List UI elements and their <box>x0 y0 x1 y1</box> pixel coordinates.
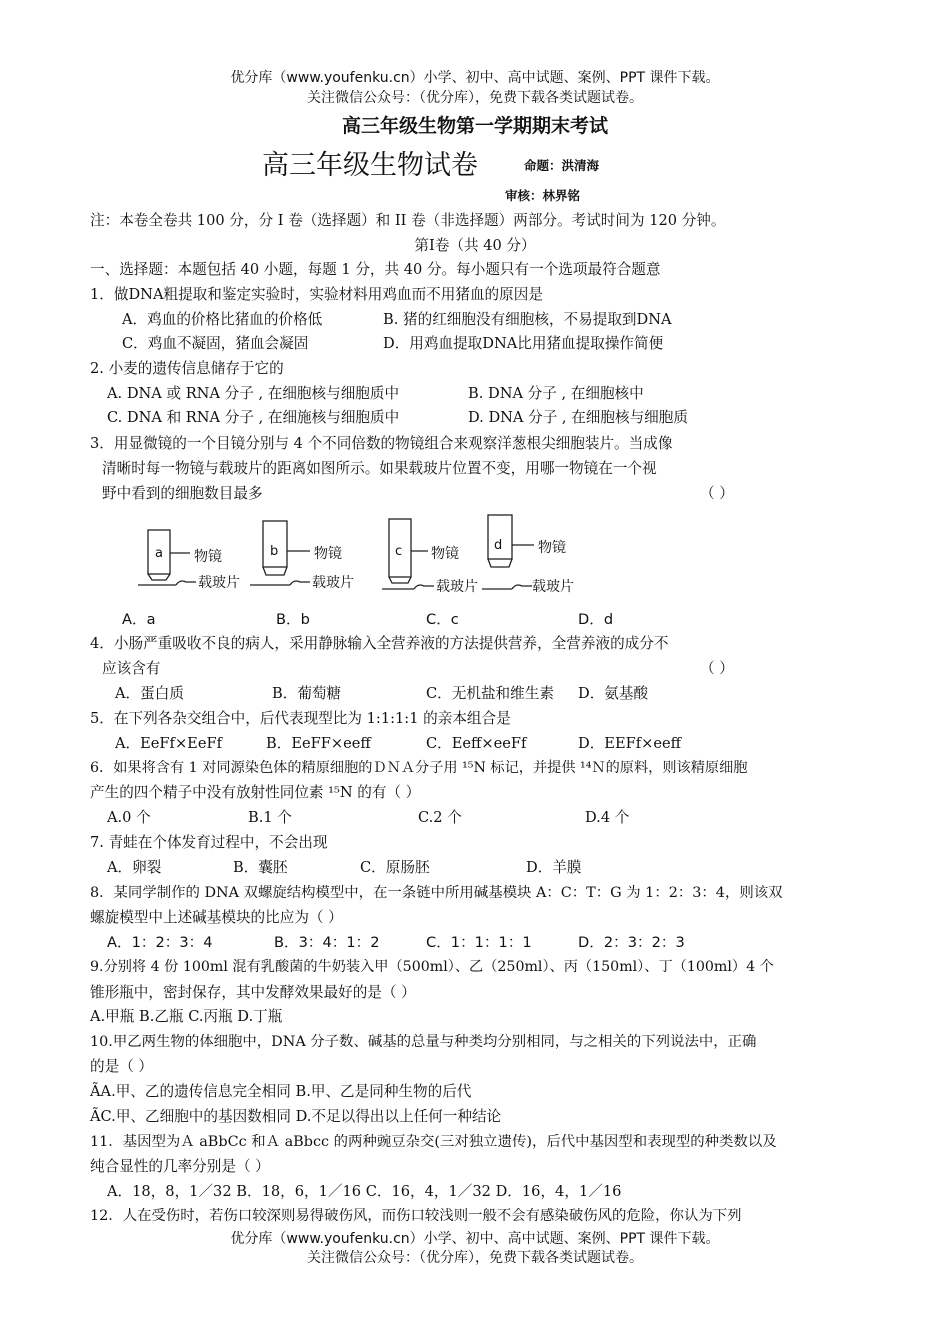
section-title: 第Ⅰ卷（共 40 分） <box>414 237 536 254</box>
q11-line2: 纯合显性的几率分别是（ ） <box>90 1158 270 1175</box>
q10-line1: 10.甲乙两生物的体细胞中，DNA 分子数、碱基的总量与种类均分别相同，与之相关的下列说法中，正确 <box>90 1034 757 1050</box>
q9-line1: 9.分别将 4 份 100ml 混有乳酸菌的牛奶装入甲（500ml）、乙（250ml）、丙（150ml）、丁（100ml）4 个 <box>90 959 774 975</box>
q7-option-c: C．原肠胚 <box>360 859 430 876</box>
exam-title: 高三年级生物第一学期期末考试 <box>341 115 608 137</box>
objective-d <box>482 515 534 589</box>
fig-slide-d: 载玻片 <box>532 579 574 595</box>
q5-option-d: D．EEFf×eeff <box>578 735 681 752</box>
instructions: 一、选择题：本题包括 40 小题，每题 1 分，共 40 分。每小题只有一个选项最符合题意 <box>90 261 661 278</box>
q3-option-a: A．a <box>122 611 156 628</box>
site-footer-line1: 优分库（www.youfenku.cn）小学、初中、高中试题、案例、PPT 课件下载。 <box>230 1231 720 1247</box>
author: 命题：洪清海 <box>524 158 600 173</box>
q2-stem: 2. 小麦的遗传信息储存于它的 <box>90 360 284 377</box>
q11-line1: 11．基因型为Ａ aBbCc 和Ａ aBbcc 的两种豌豆杂交(三对独立遗传)，后代中基因型和表现型的种类数以及 <box>90 1134 777 1150</box>
q4-option-a: A．蛋白质 <box>115 685 184 702</box>
q4-option-b: B．葡萄糖 <box>272 685 342 702</box>
fig-label-b: b <box>270 544 279 559</box>
fig-slide-c: 载玻片 <box>436 579 478 595</box>
exam-subtitle: 高三年级生物试卷 <box>262 150 478 181</box>
objective-c <box>382 519 434 589</box>
q4-line2: 应该含有 <box>102 660 161 677</box>
q7-option-b: B．囊胚 <box>233 859 288 876</box>
q4-option-c: C．无机盐和维生素 <box>426 685 554 702</box>
q6-option-a: A.0 个 <box>107 809 151 826</box>
q8-option-c: C．1：1：1：1 <box>426 934 532 951</box>
q6-option-d: D.4 个 <box>585 809 630 826</box>
q5-option-a: A．EeFf×EeFf <box>115 735 222 752</box>
q1-option-d: D．用鸡血提取DNA比用猪血提取操作简便 <box>383 335 664 352</box>
site-header-line2: 关注微信公众号：（优分库），免费下载各类试题试卷。 <box>307 90 643 106</box>
fig-label-c: c <box>395 544 403 559</box>
q3-answer-paren: （ ） <box>700 485 734 502</box>
q6-line1: 6．如果将含有 1 对同源染色体的精原细胞的ＤＮＡ分子用 ¹⁵N 标记，并提供 ¹⁴Ｎ的原料，则该精原细胞 <box>90 760 748 776</box>
fig-slide-b: 载玻片 <box>312 575 354 591</box>
q6-line2: 产生的四个精子中没有放射性同位素 ¹⁵N 的有（ ） <box>90 784 421 801</box>
q8-line2: 螺旋模型中上述碱基模块的比应为（ ） <box>90 909 343 926</box>
q9-line2: 锥形瓶中，密封保存，其中发酵效果最好的是（ ） <box>90 984 416 1001</box>
q8-line1: 8．某同学制作的 DNA 双螺旋结构模型中，在一条链中所用碱基模块 A：C：T：G 为 1：2：3：4，则该双 <box>90 885 783 901</box>
fig-label-d: d <box>494 538 503 553</box>
q1-option-c: C．鸡血不凝固，猪血会凝固 <box>122 335 309 352</box>
fig-label-a: a <box>155 546 163 561</box>
reviewer: 审核：林界铭 <box>505 188 581 203</box>
q3-line3: 野中看到的细胞数目最多 <box>102 485 263 502</box>
q8-option-d: D．2：3：2：3 <box>578 934 685 951</box>
q9-options: A.甲瓶 B.乙瓶 C.丙瓶 D.丁瓶 <box>90 1008 283 1025</box>
objective-b <box>250 521 310 585</box>
q7-option-a: A．卵裂 <box>107 859 162 876</box>
q1-stem: 1．做DNA粗提取和鉴定实验时，实验材料用鸡血而不用猪血的原因是 <box>90 286 543 303</box>
q10-options-ab: ÃA.甲、乙的遗传信息完全相同 B.甲、乙是同种生物的后代 <box>90 1083 472 1100</box>
q3-option-d: D．d <box>578 611 614 628</box>
site-footer-line2: 关注微信公众号：（优分库），免费下载各类试题试卷。 <box>307 1250 643 1266</box>
q11-options: A．18，8，1／32 B．18，6，1／16 C．16，4，1／32 D．16，4，1／16 <box>107 1183 622 1200</box>
q5-option-c: C．Eeff×eeFf <box>426 735 527 752</box>
q3-option-c: C．c <box>426 611 459 628</box>
q7-stem: 7. 青蛙在个体发育过程中，不会出现 <box>90 834 328 851</box>
q5-stem: 5．在下列各杂交组合中，后代表现型比为 1:1:1:1 的亲本组合是 <box>90 710 511 727</box>
q8-option-a: A．1：2：3：4 <box>107 934 213 951</box>
q1-option-b: B. 猪的红细胞没有细胞核，不易提取到DNA <box>383 311 672 328</box>
microscope-objectives-figure <box>120 505 600 600</box>
q2-option-a: A. DNA 或 RNA 分子 , 在细胞核与细胞质中 <box>107 385 400 402</box>
q6-option-c: C.2 个 <box>418 809 462 826</box>
fig-objective-a: 物镜 <box>194 549 222 565</box>
q4-answer-paren: （ ） <box>700 660 734 677</box>
q3-line2: 清晰时每一物镜与载玻片的距离如图所示。如果载玻片位置不变，用哪一物镜在一个视 <box>102 460 657 477</box>
fig-objective-d: 物镜 <box>538 540 566 556</box>
q10-options-cd: ÃC.甲、乙细胞中的基因数相同 D.不足以得出以上任何一种结论 <box>90 1108 502 1125</box>
q2-option-d: D. DNA 分子 , 在细胞核与细胞质 <box>468 409 688 426</box>
q5-option-b: B．EeFF×eeff <box>266 735 371 752</box>
q8-option-b: B．3：4：1：2 <box>274 934 380 951</box>
objective-a <box>138 530 196 585</box>
q1-option-a: A．鸡血的价格比猪血的价格低 <box>122 311 323 328</box>
site-header-line1: 优分库（www.youfenku.cn）小学、初中、高中试题、案例、PPT 课件下载。 <box>230 70 720 86</box>
fig-slide-a: 载玻片 <box>198 575 240 591</box>
q12-line1: 12．人在受伤时，若伤口较深则易得破伤风，而伤口较浅则一般不会有感染破伤风的危险，你认为下列 <box>90 1208 742 1224</box>
q3-line1: 3．用显微镜的一个目镜分别与 4 个不同倍数的物镜组合来观察洋葱根尖细胞装片。当成像 <box>90 435 673 452</box>
fig-objective-b: 物镜 <box>314 546 342 562</box>
q2-option-c: C. DNA 和 RNA 分子 , 在细施核与细胞质中 <box>107 409 400 426</box>
q10-line2: 的是（ ） <box>90 1058 154 1075</box>
q7-option-d: D．羊膜 <box>526 859 582 876</box>
q3-option-b: B．b <box>276 611 310 628</box>
q4-line1: 4．小肠严重吸收不良的病人，采用静脉输入全营养液的方法提供营养，全营养液的成分不 <box>90 635 669 652</box>
q2-option-b: B. DNA 分子 , 在细胞核中 <box>468 385 644 402</box>
q4-option-d: D．氨基酸 <box>578 685 649 702</box>
q6-option-b: B.1 个 <box>248 809 292 826</box>
fig-objective-c: 物镜 <box>431 546 459 562</box>
exam-note: 注：本卷全卷共 100 分，分 I 卷（选择题）和 II 卷（非选择题）两部分。考试时间为 120 分钟。 <box>90 212 726 229</box>
